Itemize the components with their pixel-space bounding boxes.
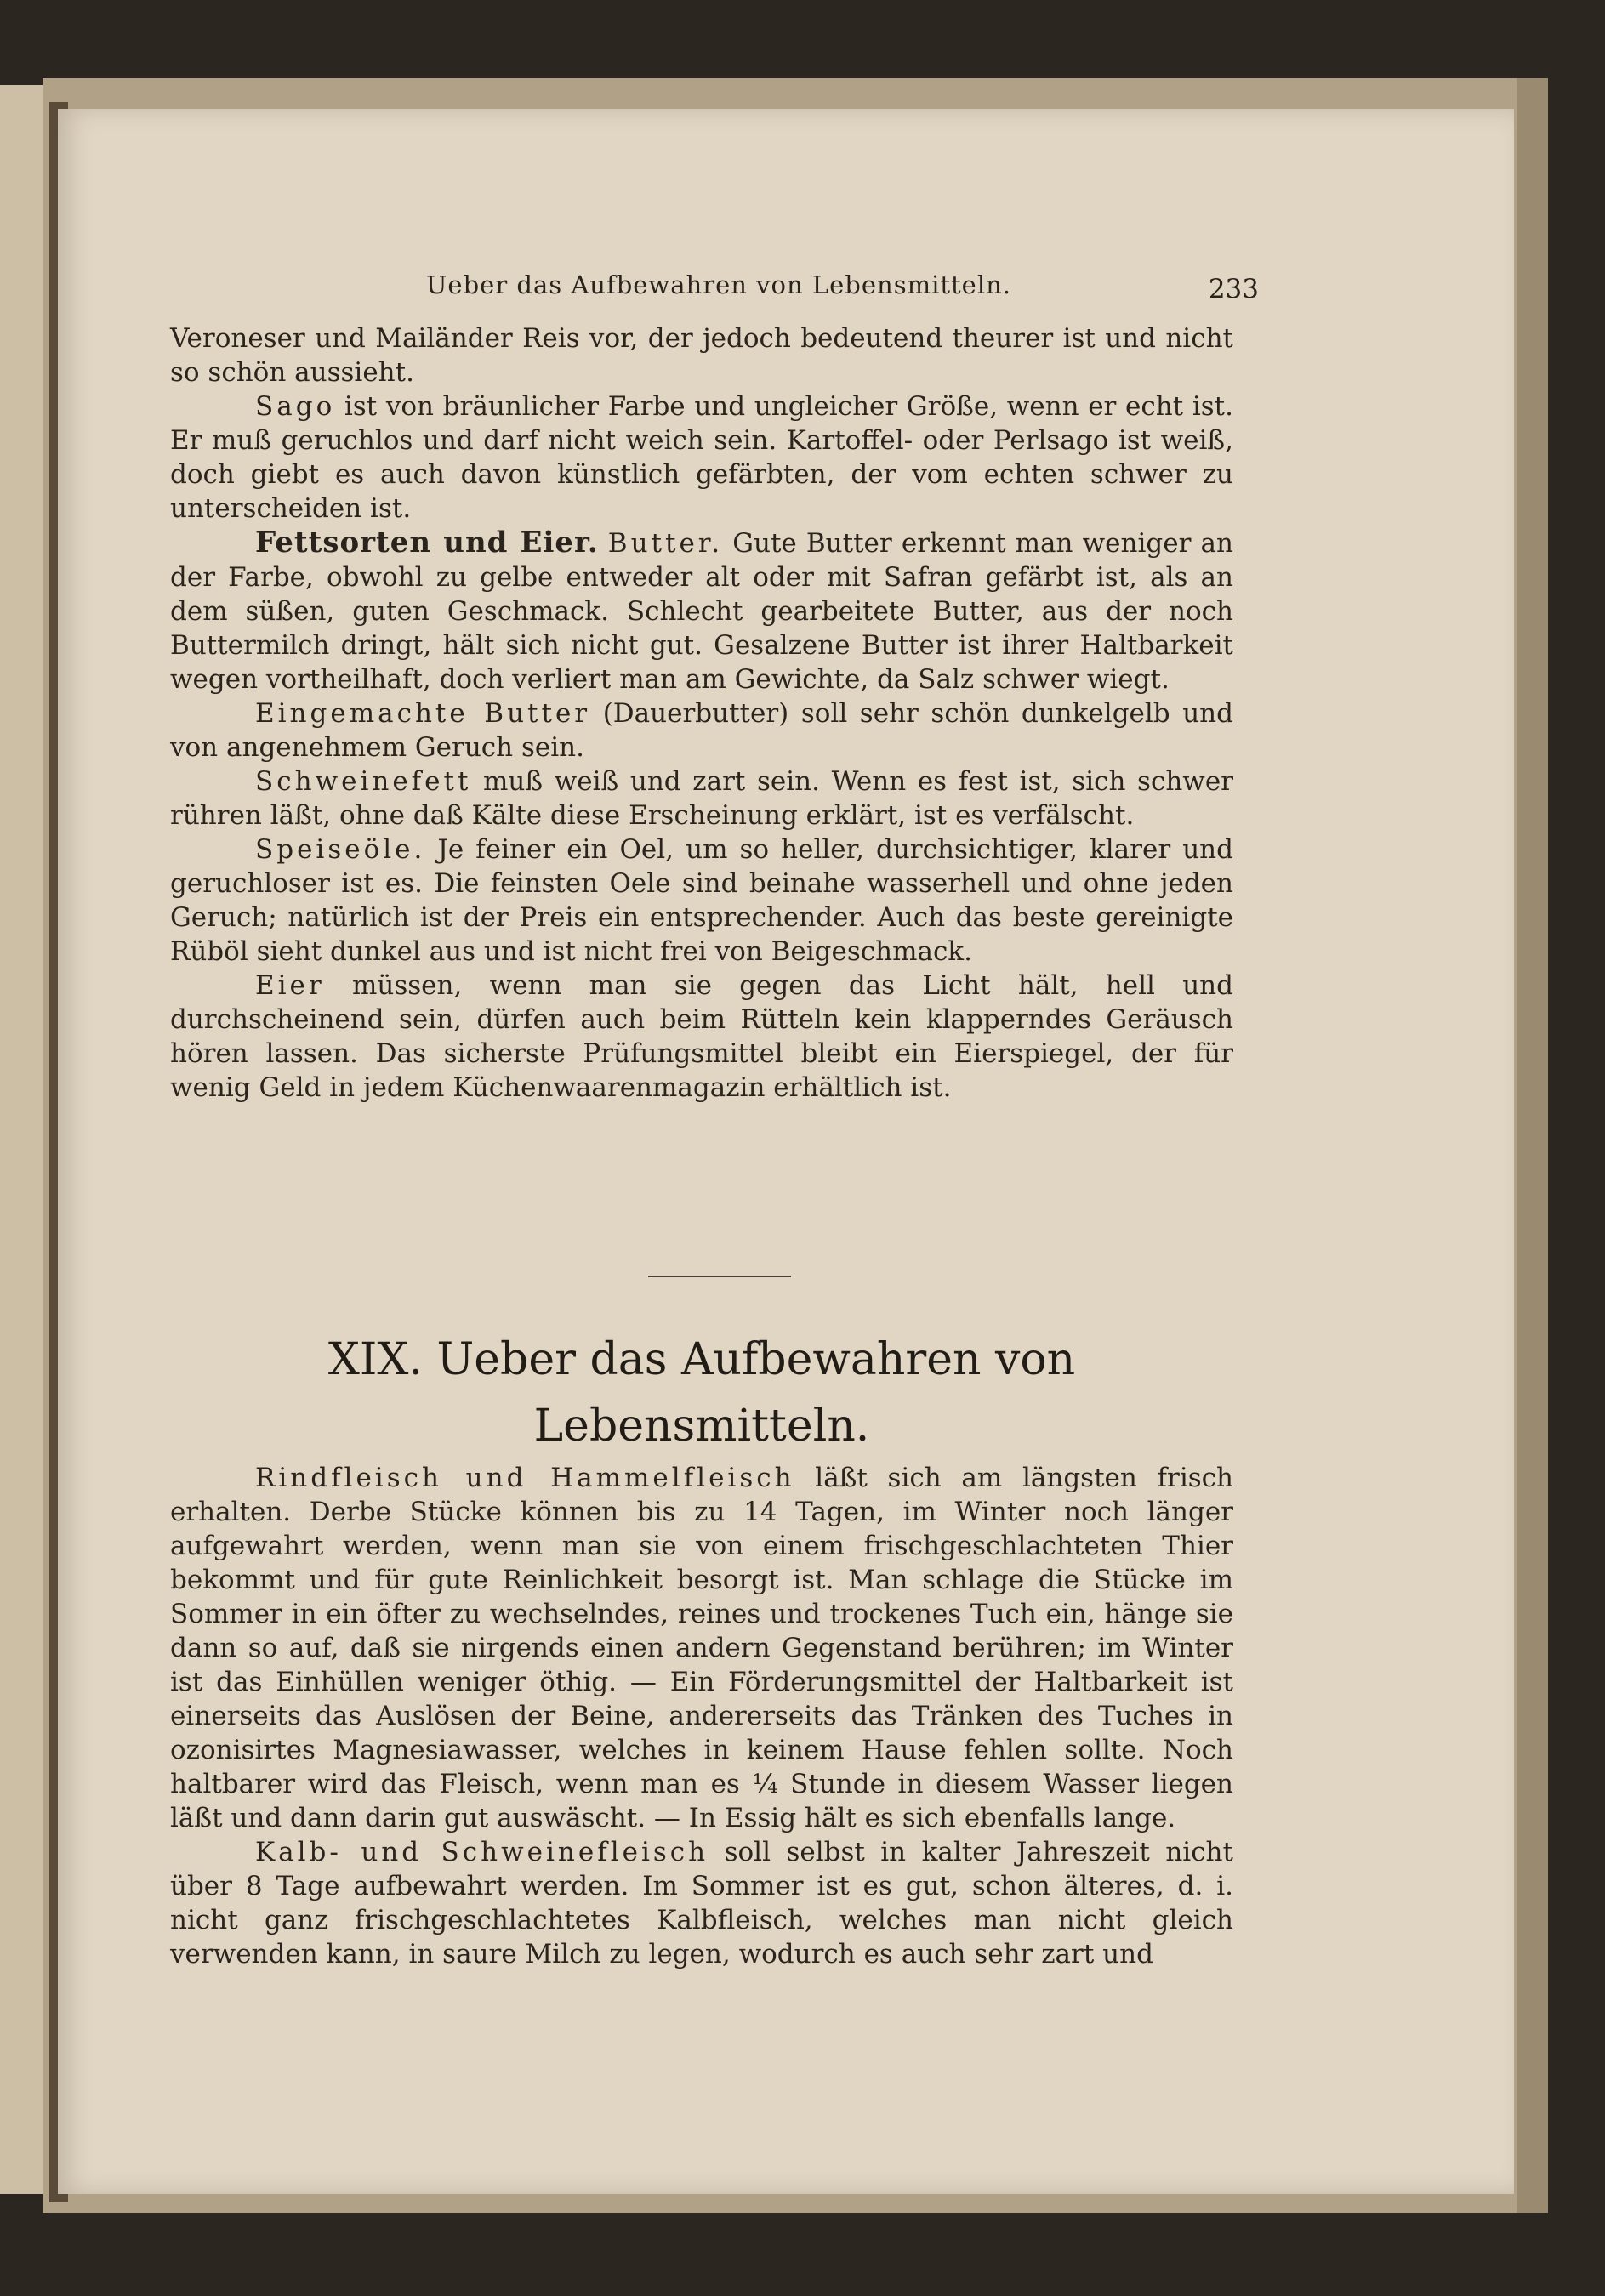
term-beef: Rindfleisch und Hammelfleisch [255, 1463, 795, 1493]
top-section [170, 321, 1233, 1105]
section-divider [648, 1276, 791, 1277]
paragraph-eggs [170, 969, 1233, 1105]
text-veal: soll selbst in kalter Jahreszeit nicht über 8 Tage aufbewahrt werden. Im Sommer ist es gut, schon älteres, d. i. nicht ganz frischgeschlachtetes Kalbfleisch, welches man nicht gleich verwenden kann, in saure Milch zu legen, wodurch es auch sehr zart und [170, 1837, 1233, 1969]
term-butter: Butter. [607, 528, 724, 559]
paragraph-beef [170, 1461, 1233, 1835]
section-heading-fats: Fettsorten und Eier. [255, 526, 599, 560]
text-lard: muß weiß und zart sein. Wenn es fest ist, sich schwer rühren läßt, ohne daß Kälte diese Erscheinung erklärt, ist es verfälscht. [170, 766, 1233, 831]
paragraph-rice: Veroneser und Mailänder Reis vor, der jedoch bedeutend theurer ist und nicht so schön aussieht. [170, 323, 1233, 388]
paragraph-veal [170, 1835, 1233, 1971]
chapter-body [170, 1461, 1233, 1971]
text-preserved-butter: (Dauerbutter) soll sehr schön dunkelgelb und von angenehmem Geruch sein. [170, 698, 1233, 763]
paragraph-preserved-butter [170, 696, 1233, 764]
text-eggs: müssen, wenn man sie gegen das Licht hält, hell und durchscheinend sein, dürfen auch beim Rütteln kein klapperndes Geräusch hören lassen. Das sicherste Prüfungsmittel bleibt ein Eierspiegel, der für wenig Geld in jedem Küchenwaarenmagazin erhältlich ist. [170, 970, 1233, 1103]
text-butter: Gute Butter erkennt man weniger an der Farbe, obwohl zu gelbe entweder alt oder mit Safran gefärbt ist, als an dem süßen, guten Geschmack. Schlecht gearbeitete Butter, aus der noch Buttermilch dringt, hält sich nicht gut. Gesalzene Butter ist ihrer Haltbarkeit wegen vortheilhaft, doch verliert man am Gewichte, da Salz schwer wiegt. [170, 528, 1233, 695]
term-lard: Schweinefett [255, 766, 472, 797]
paragraph-butter [170, 526, 1233, 696]
text-beef: läßt sich am längsten frisch erhalten. Derbe Stücke können bis zu 14 Tagen, im Winter noch länger aufgewahrt werden, wenn man sie von einem frischgeschlachteten Thier bekommt und für gute Reinlichkeit besorgt ist. Man schlage die Stücke im Sommer in ein öfter zu wechselndes, reines und trockenes Tuch ein, hänge sie dann so auf, daß sie nirgends einen andern Gegenstand berühren; im Winter ist das Einhüllen weniger öthig. — Ein Förderungsmittel der Haltbarkeit ist einerseits das Auslösen der Beine, andererseits das Tränken des Tuches in ozonisirtes Magnesiawasser, welches in keinem Hause fehlen sollte. Noch haltbarer wird das Fleisch, wenn man es ¼ Stunde in diesem Wasser liegen läßt und dann darin gut auswäscht. — In Essig hält es sich ebenfalls lange. [170, 1463, 1233, 1833]
term-veal: Kalb- und Schweinefleisch [255, 1837, 709, 1867]
paragraph-lard [170, 764, 1233, 833]
running-head: Ueber das Aufbewahren von Lebensmitteln. [425, 270, 1011, 299]
chapter-title: XIX. Ueber das Aufbewahren von Lebensmitteln. [327, 1334, 1076, 1452]
term-preserved-butter: Eingemachte Butter [255, 698, 591, 729]
paragraph-sago [170, 389, 1233, 526]
term-eggs: Eier [255, 970, 325, 1001]
term-oils: Speiseöle. [255, 834, 426, 865]
text-oils: Je feiner ein Oel, um so heller, durchsichtiger, klarer und geruchloser ist es. Die feinsten Oele sind beinahe wasserhell und ohne jeden Geruch; natürlich ist der Preis ein entsprechender. Auch das beste gereinigte Rüböl sieht dunkel aus und ist nicht frei von Beigeschmack. [170, 834, 1233, 967]
page-number: 233 [1208, 274, 1259, 304]
term-sago: Sago [255, 391, 336, 422]
text-sago: ist von bräunlicher Farbe und ungleicher Größe, wenn er echt ist. Er muß geruchlos und darf nicht weich sein. Kartoffel- oder Perlsago ist weiß, doch giebt es auch davon künstlich gefärbten, der vom echten schwer zu unterscheiden ist. [170, 391, 1233, 524]
paragraph-oils [170, 833, 1233, 969]
book-cover-edge [1517, 78, 1548, 2213]
